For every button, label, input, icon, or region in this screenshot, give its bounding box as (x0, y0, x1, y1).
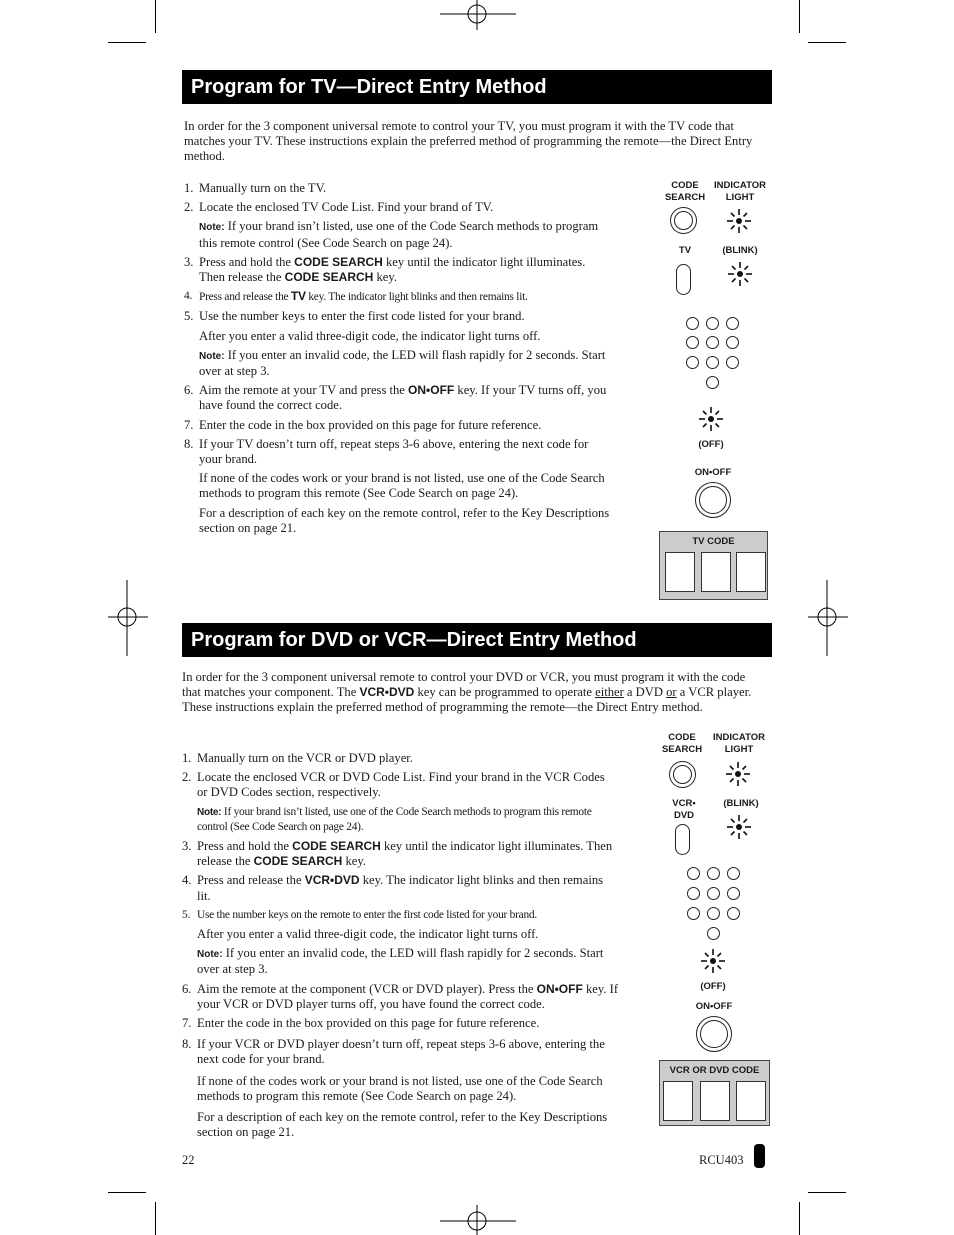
number-key[interactable] (727, 887, 740, 900)
crop-mark (108, 42, 146, 43)
tv-step-8: 8. If your TV doesn’t turn off, repeat steps 3-6 above, entering the next code for your brand. (184, 436, 589, 467)
tv-step-3: 3. Press and hold the CODE SEARCH key until the indicator light illuminates. Then release the CODE SEARCH key. (184, 254, 586, 285)
tv-step-5: 5. Use the number keys to enter the first code listed for your brand. (184, 309, 525, 324)
number-key[interactable] (687, 887, 700, 900)
code-search-button[interactable] (669, 761, 696, 788)
crop-mark (799, 0, 800, 33)
number-keypad (686, 317, 742, 391)
code-search-button[interactable] (670, 207, 697, 234)
dvd-step-5-note: Note: If you enter an invalid code, the LED will flash rapidly for 2 seconds. Start over at step 3. (197, 946, 604, 977)
blink-label: (BLINK) (723, 798, 759, 809)
number-key[interactable] (727, 867, 740, 880)
crop-mark (155, 1202, 156, 1235)
number-key[interactable] (687, 907, 700, 920)
code-search-label: CODE SEARCH (661, 732, 703, 755)
dvd-step-8-sub-2: For a description of each key on the remote control, refer to the Key Descriptions section on page 21. (197, 1110, 608, 1140)
indicator-light-on-icon (726, 208, 752, 234)
code-digit-slot[interactable] (736, 1081, 766, 1121)
dvd-step-6: 6. Aim the remote at the component (VCR or DVD player). Press the ON•OFF key. If your VCR or DVD player turns off, you have found the correct code. (182, 981, 619, 1011)
dvd-step-8-sub-1: If none of the codes work or your brand is not listed, use one of the Code Search methods to program this remote (See Code Search on page 24). (197, 1073, 603, 1103)
number-key[interactable] (707, 867, 720, 880)
dvd-step-5: 5. Use the number keys on the remote to enter the first code listed for your brand. (182, 908, 537, 921)
number-key[interactable] (726, 356, 739, 369)
tv-intro: In order for the 3 component universal remote to control your TV, you must program it with the TV code that matches your TV. These instructions explain the preferred method of programming the remote—the Direct Entry method. (184, 119, 753, 164)
tv-step-7: 7. Enter the code in the box provided on this page for future reference. (184, 417, 542, 432)
crop-mark (799, 1202, 800, 1235)
indicator-light-off-icon (700, 948, 726, 974)
indicator-light-label: INDICATOR LIGHT (714, 180, 766, 203)
dvd-step-8: 8. If your VCR or DVD player doesn’t turn off, repeat steps 3-6 above, entering the next code for your brand. (182, 1037, 605, 1067)
number-key[interactable] (726, 317, 739, 330)
number-key[interactable] (686, 336, 699, 349)
number-key[interactable] (706, 336, 719, 349)
number-keypad (687, 867, 743, 941)
code-digit-slot[interactable] (665, 552, 695, 592)
section-title-dvd-vcr: Program for DVD or VCR—Direct Entry Method (182, 623, 772, 657)
blink-label: (BLINK) (722, 245, 758, 256)
on-off-button[interactable] (695, 482, 731, 518)
number-key[interactable] (706, 317, 719, 330)
indicator-light-blink-icon (726, 814, 752, 840)
off-label: (OFF) (700, 981, 726, 992)
tv-step-6: 6. Aim the remote at your TV and press the ON•OFF key. If your TV turns off, you have found the correct code. (184, 383, 607, 413)
number-key[interactable] (706, 356, 719, 369)
dvd-step-2-note: Note: If your brand isn’t listed, use one of the Code Search methods to program this remote control (See Code Search on page 24). (197, 805, 592, 833)
dvd-step-3: 3. Press and hold the CODE SEARCH key until the indicator light illuminates. Then release the CODE SEARCH key. (182, 839, 613, 869)
tv-key-label: TV (678, 245, 692, 256)
tv-step-8-sub-2: For a description of each key on the remote control, refer to the Key Descriptions section on page 21. (199, 505, 610, 535)
tv-step-1: 1. Manually turn on the TV. (184, 181, 327, 195)
registration-mark-right (808, 580, 848, 656)
code-digit-slot[interactable] (700, 1081, 730, 1121)
crop-mark (155, 0, 156, 33)
dvd-step-2: 2. Locate the enclosed VCR or DVD Code List. Find your brand in the VCR Codes or DVD Codes section, respectively. (182, 770, 605, 800)
number-key[interactable] (726, 336, 739, 349)
registration-mark-left (108, 580, 148, 656)
number-key[interactable] (727, 907, 740, 920)
on-off-button[interactable] (696, 1016, 732, 1052)
number-key[interactable] (707, 887, 720, 900)
crop-mark (808, 42, 846, 43)
vcr-dvd-code-box (659, 1060, 770, 1126)
number-key[interactable] (686, 356, 699, 369)
dvd-step-5-sub: After you enter a valid three-digit code, the indicator light turns off. (197, 927, 539, 942)
tv-step-8-sub-1: If none of the codes work or your brand is not listed, use one of the Code Search methods to program this remote (See Code Search on page 24). (199, 471, 605, 501)
indicator-light-label: INDICATOR LIGHT (713, 732, 765, 755)
dvd-steps (182, 751, 618, 1144)
crop-mark (808, 1192, 846, 1193)
on-off-label: ON•OFF (695, 1001, 733, 1012)
dvd-step-4: 4. Press and release the VCR•DVD key. The indicator light blinks and then remains lit. (182, 873, 604, 903)
number-key[interactable] (687, 867, 700, 880)
code-digit-slot[interactable] (736, 552, 766, 592)
tv-step-5-note: Note: If you enter an invalid code, the LED will flash rapidly for 2 seconds. Start over at step 3. (199, 347, 606, 379)
page-tab-marker (754, 1144, 765, 1168)
section-title-tv: Program for TV—Direct Entry Method (182, 70, 772, 104)
tv-step-2-note: Note: If your brand isn’t listed, use one of the Code Search methods to program this remote control (See Code Search on page 24). (199, 219, 599, 250)
on-off-label: ON•OFF (694, 467, 732, 478)
indicator-light-on-icon (725, 761, 751, 787)
indicator-light-off-icon (698, 406, 724, 432)
code-search-label: CODE SEARCH (664, 180, 706, 203)
tv-steps (184, 181, 612, 540)
indicator-light-blink-icon (727, 261, 753, 287)
tv-step-2: 2. Locate the enclosed TV Code List. Find your brand of TV. (184, 200, 494, 215)
crop-mark (108, 1192, 146, 1193)
model-number: RCU403 (699, 1153, 744, 1167)
registration-mark-top (440, 0, 516, 30)
tv-code-box-title: TV CODE (692, 536, 735, 547)
tv-step-4: 4. Press and release the TV key. The indicator light blinks and then remains lit. (184, 289, 528, 304)
tv-code-box (659, 531, 768, 600)
registration-mark-bottom (440, 1205, 516, 1235)
dvd-intro: In order for the 3 component universal remote to control your DVD or VCR, you must program it with the code that matches your component. The VCR•DVD key can be programmed to operate either a DVD or a VCR player. These instructions explain the preferred method of programming the remote—the Direct Entry method. (182, 670, 752, 715)
number-key[interactable] (707, 927, 720, 940)
code-digit-slot[interactable] (663, 1081, 693, 1121)
page-number: 22 (182, 1153, 195, 1167)
dvd-step-1: 1. Manually turn on the VCR or DVD player. (182, 751, 413, 765)
dvd-step-7: 7. Enter the code in the box provided on this page for future reference. (182, 1016, 540, 1031)
vcr-dvd-key-label: VCR• DVD (672, 798, 696, 821)
vcr-dvd-code-box-title: VCR OR DVD CODE (669, 1065, 760, 1076)
tv-key-button[interactable] (676, 264, 691, 295)
number-key[interactable] (706, 376, 719, 389)
vcr-dvd-key-button[interactable] (675, 824, 690, 855)
code-digit-slot[interactable] (701, 552, 731, 592)
tv-step-5-sub: After you enter a valid three-digit code, the indicator light turns off. (199, 328, 541, 343)
off-label: (OFF) (698, 439, 724, 450)
number-key[interactable] (707, 907, 720, 920)
number-key[interactable] (686, 317, 699, 330)
